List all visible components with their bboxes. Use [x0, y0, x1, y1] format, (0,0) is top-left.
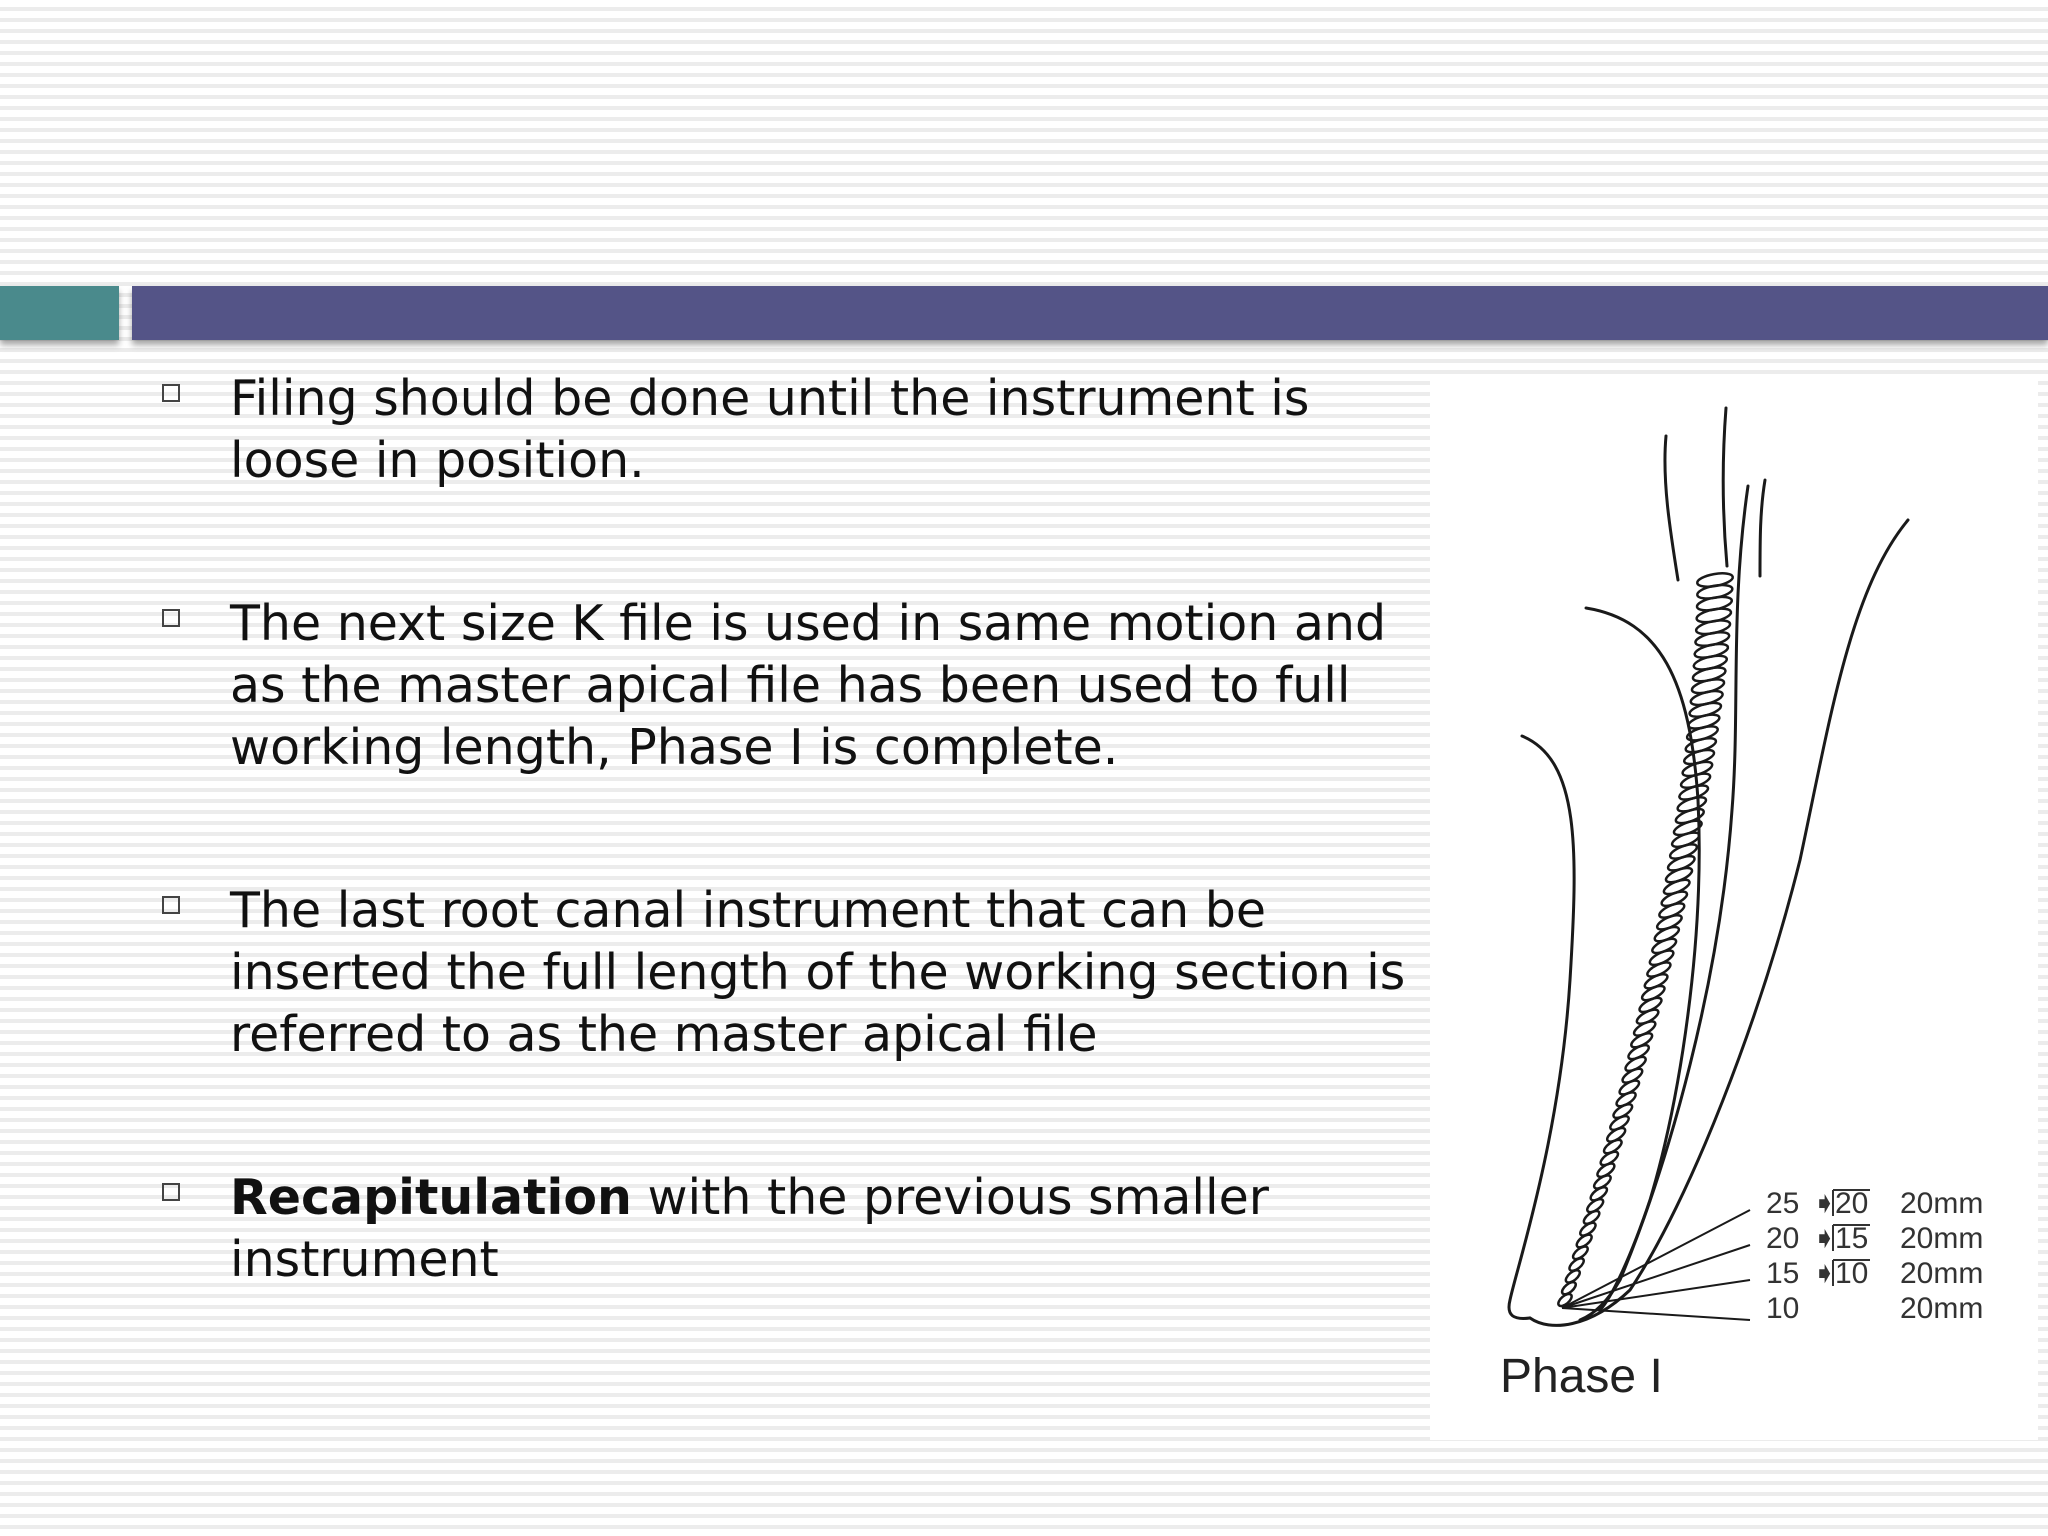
- bullet-lead: Recapitulation: [230, 1169, 632, 1226]
- bullet-item: [158, 880, 1428, 1066]
- size-label: 25: [1766, 1187, 1800, 1220]
- file-shaft-right: [1760, 480, 1765, 576]
- bullet-text: Filing should be done until the instrument is loose in position.: [230, 370, 1310, 489]
- square-bullet-icon: [162, 384, 180, 402]
- prev-size-label: 20: [1835, 1187, 1869, 1220]
- bullet-item: [158, 593, 1428, 779]
- size-label: 15: [1766, 1257, 1800, 1290]
- file-shaft-left: [1723, 408, 1727, 566]
- prev-size-label: 15: [1835, 1222, 1869, 1255]
- length-label: 20mm: [1900, 1257, 1984, 1290]
- square-bullet-icon: [162, 896, 180, 914]
- leader-line: [1562, 1245, 1750, 1308]
- file-coil: [1556, 571, 1733, 1308]
- title-band: [132, 286, 2048, 340]
- file-coil-segment: [1618, 1078, 1642, 1097]
- square-bullet-icon: [162, 609, 180, 627]
- figure-caption: Phase I: [1500, 1350, 1663, 1403]
- file-coil-segment: [1623, 1054, 1647, 1073]
- file-coil-segment: [1621, 1066, 1645, 1085]
- arrow-icon: ➧: [1812, 1257, 1838, 1290]
- root-outline-left: [1509, 736, 1574, 1318]
- bullet-text: The last root canal instrument that can be inserted the full length of the working section is referred to as the master apical file: [230, 882, 1406, 1063]
- bullet-item: [158, 1167, 1428, 1291]
- bullet-item: [158, 368, 1428, 492]
- file-shaft-cap: [1665, 436, 1678, 580]
- bullet-text: The next size K file is used in same motion and as the master apical file has been used to full working length, Phase I is complete.: [230, 595, 1387, 776]
- arrow-icon: ➧: [1812, 1222, 1838, 1255]
- length-label: 20mm: [1900, 1222, 1984, 1255]
- size-label: 20: [1766, 1222, 1800, 1255]
- bullet-list: [158, 368, 1428, 1291]
- root-canal-diagram: [1430, 380, 2038, 1440]
- square-bullet-icon: [162, 1183, 180, 1201]
- bullet-text: with the previous smaller instrument: [230, 1169, 1269, 1288]
- size-label: 10: [1766, 1292, 1800, 1325]
- length-label: 20mm: [1900, 1187, 1984, 1220]
- prev-size-label: 10: [1835, 1257, 1869, 1290]
- title-band-accent: [0, 286, 119, 340]
- file-coil-segment: [1626, 1042, 1650, 1061]
- arrow-icon: ➧: [1812, 1187, 1838, 1220]
- length-label: 20mm: [1900, 1292, 1984, 1325]
